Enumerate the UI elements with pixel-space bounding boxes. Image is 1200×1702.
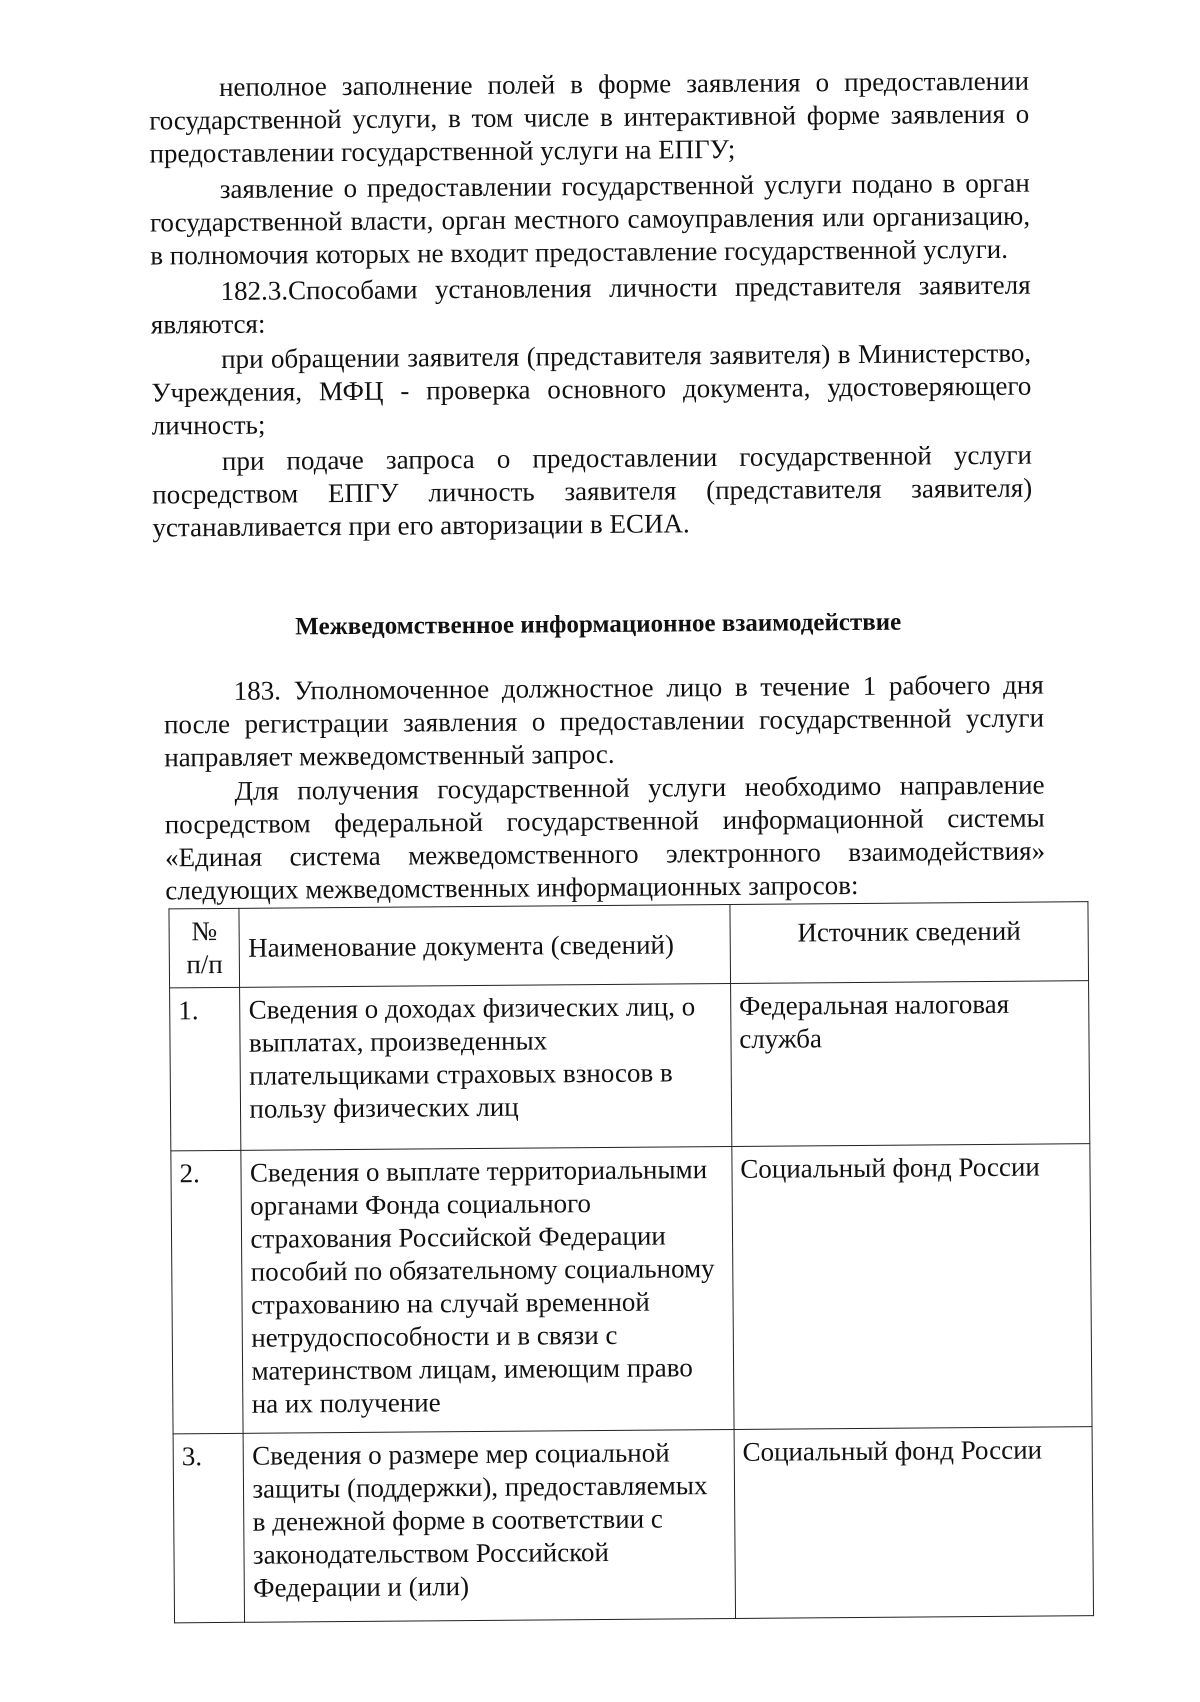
paragraph-incomplete-fields: неполное заполнение полей в форме заявления о предоставлении государственной услуги, в том числе в интерактивной форме заявления о предоставлении государственной услуги на ЕПГУ; [149,65,1030,169]
paragraph-183: 183. Уполномоченное должностное лицо в течение 1 рабочего дня после регистрации заявления о предоставлении государственной услуги направляет межведомственный запрос. [163,669,1045,773]
row-document-name: Сведения о размере мер социальной защиты (поддержки), предоставляемых в денежной форме в соответствии с законодательством Российской Федерации и (или) [244,1429,736,1622]
paragraph-wrong-authority: заявление о предоставлении государственной услуги подано в орган государственной власти, орган местного самоуправления или организацию, в полномочия которых не входит предоставление государственной услуги. [149,167,1031,271]
row-source: Федеральная налоговая служба [730,981,1089,1147]
paragraph-epgu-identification: при подаче запроса о предоставлении государственной услуги посредством ЕПГУ личность заявителя (представителя заявителя) устанавливается при его авторизации в ЕСИА. [152,439,1033,543]
header-source: Источник сведений [730,902,1089,984]
table-row [171,1144,1092,1434]
table-header-row [169,902,1089,988]
row-document-name: Сведения о доходах физических лиц, о выплатах, произведенных плательщиками страховых взносов в пользу физических лиц [240,983,732,1150]
interagency-requests-table [168,901,1094,1623]
table-row [173,1427,1093,1623]
row-source: Социальный фонд России [732,1144,1092,1430]
paragraph-182-3: 182.3.Способами установления личности представителя заявителя являются: [150,269,1031,340]
section-heading: Межведомственное информационное взаимодействие [295,608,902,641]
row-number: 3. [173,1433,245,1623]
paragraph-interagency-requests: Для получения государственной услуги необходимо направление посредством федеральной государственной информационной системы «Единая система межведомственного электронного взаимодействия» следующих межведомственных информационных запросов: [164,769,1046,906]
row-number: 1. [170,987,242,1151]
row-document-name: Сведения о выплате территориальными органами Фонда социального страхования Российской Федерации пособий по обязательному социальному страхованию на случай временной нетрудоспособности и в связи с материнством лицам, имеющим право на их получение [241,1146,734,1433]
row-source: Социальный фонд России [734,1427,1094,1619]
row-number: 2. [171,1150,244,1434]
header-number: № п/п [169,908,240,988]
paragraph-in-person-identification: при обращении заявителя (представителя заявителя) в Министерство, Учреждения, МФЦ - проверка основного документа, удостоверяющего личность; [151,337,1032,441]
header-document-name: Наименование документа (сведений) [239,904,730,987]
table-row [170,981,1090,1151]
